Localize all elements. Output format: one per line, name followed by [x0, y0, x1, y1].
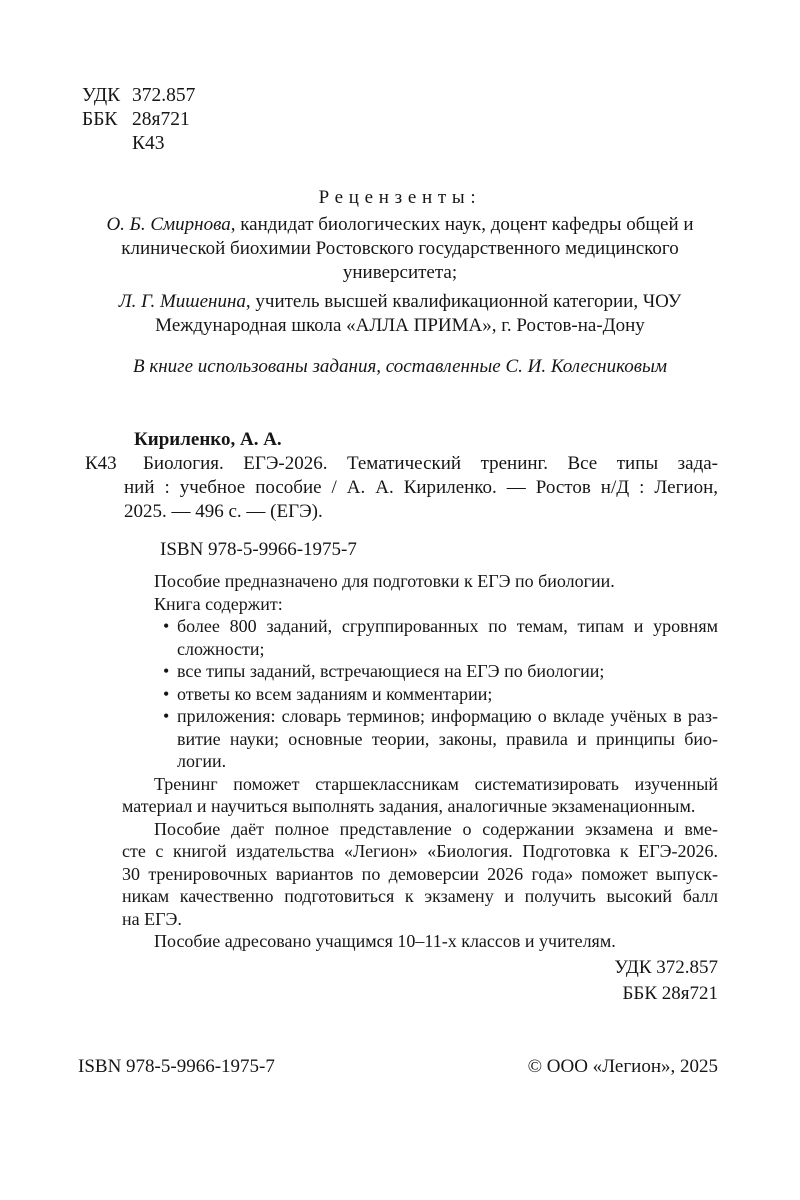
- reviewer-entry: [106, 290, 694, 338]
- bbk-line: [82, 108, 195, 132]
- annotation-block: [122, 570, 718, 953]
- bullet-item: • все типы заданий, встречающиеся на ЕГЭ по биологии;: [177, 660, 718, 683]
- reviewer-credentials: , кандидат биологических наук, доцент кафедры общей и клинической биохимии Ростовского государственного медицинского университета;: [121, 214, 694, 283]
- reviewer-credentials: , учитель высшей квалификационной категории, ЧОУ Международная школа «АЛЛА ПРИМА», г. Ростов-на-Дону: [155, 291, 682, 336]
- author-sign-spacer: [82, 132, 132, 156]
- reviewer-name: О. Б. Смирнова: [106, 214, 231, 235]
- annotation-paragraph: Пособие даёт полное представление о содержании экзамена и вме- сте с книгой издательства «Легион» «Биология. Подготовка к ЕГЭ-2026. 30 тренировочных вариантов по демоверсии 2026 года» поможет выпуск- никам качественно подготовиться к экзамену и получить высокий балл на ЕГЭ.: [122, 818, 718, 929]
- udk-line: [82, 84, 195, 108]
- udk-value: 372.857: [132, 85, 196, 106]
- reviewer-entry: [106, 213, 694, 285]
- card-description-row: [85, 452, 718, 524]
- udk-label: УДК: [82, 85, 121, 106]
- bullet-item: • приложения: словарь терминов; информацию о вкладе учёных в раз- витие науки; основные теории, законы, правила и принципы био- логии.: [177, 705, 718, 773]
- footer-line: [78, 1056, 718, 1078]
- card-author-sign: К43: [85, 453, 117, 474]
- reviewers-section: [82, 186, 718, 379]
- bbk-value: 28я721: [132, 109, 190, 130]
- classification-codes-bottom: [85, 955, 718, 1007]
- bbk-label: ББК: [82, 109, 118, 130]
- annotation-paragraph: Книга содержит:: [154, 593, 283, 614]
- annotation-bullet-list: [122, 615, 718, 773]
- annotation-paragraph: Пособие предназначено для подготовки к ЕГЭ по биологии.: [154, 571, 615, 591]
- bullet-item: • ответы ко всем заданиям и комментарии;: [177, 683, 718, 706]
- author-sign-value: К43: [132, 133, 165, 154]
- catalog-card: [85, 428, 718, 1007]
- card-author: Кириленко, А. А.: [134, 429, 282, 450]
- card-isbn: ISBN 978-5-9966-1975-7: [160, 539, 357, 560]
- bullet-item: • более 800 заданий, сгруппированных по темам, типам и уровням сложности;: [177, 615, 718, 660]
- author-sign-line: [82, 132, 195, 156]
- reviewers-heading: Рецензенты:: [318, 187, 482, 208]
- annotation-paragraph: Тренинг поможет старшеклассникам систематизировать изученный материал и научиться выполнять задания, аналогичные экзаменационным.: [122, 773, 718, 816]
- annotation-paragraph: Пособие адресовано учащимся 10–11-х классов и учителям.: [154, 931, 616, 951]
- reviewer-name: Л. Г. Мишенина: [118, 291, 246, 312]
- udk-bottom: УДК 372.857: [614, 956, 718, 978]
- classification-codes-top: [82, 84, 195, 156]
- footer-isbn: ISBN 978-5-9966-1975-7: [78, 1056, 275, 1077]
- tasks-attribution-note: В книге использованы задания, составленные С. И. Колесниковым: [133, 356, 667, 377]
- card-bibliographic-description: Биология. ЕГЭ-2026. Тематический тренинг. Все типы зада- ний : учебное пособие / А. А. Кириленко. — Ростов н/Д : Легион, 2025. — 496 с. — (ЕГЭ).: [124, 453, 718, 522]
- bbk-bottom: ББК 28я721: [622, 982, 718, 1004]
- footer-copyright: © ООО «Легион», 2025: [527, 1056, 718, 1077]
